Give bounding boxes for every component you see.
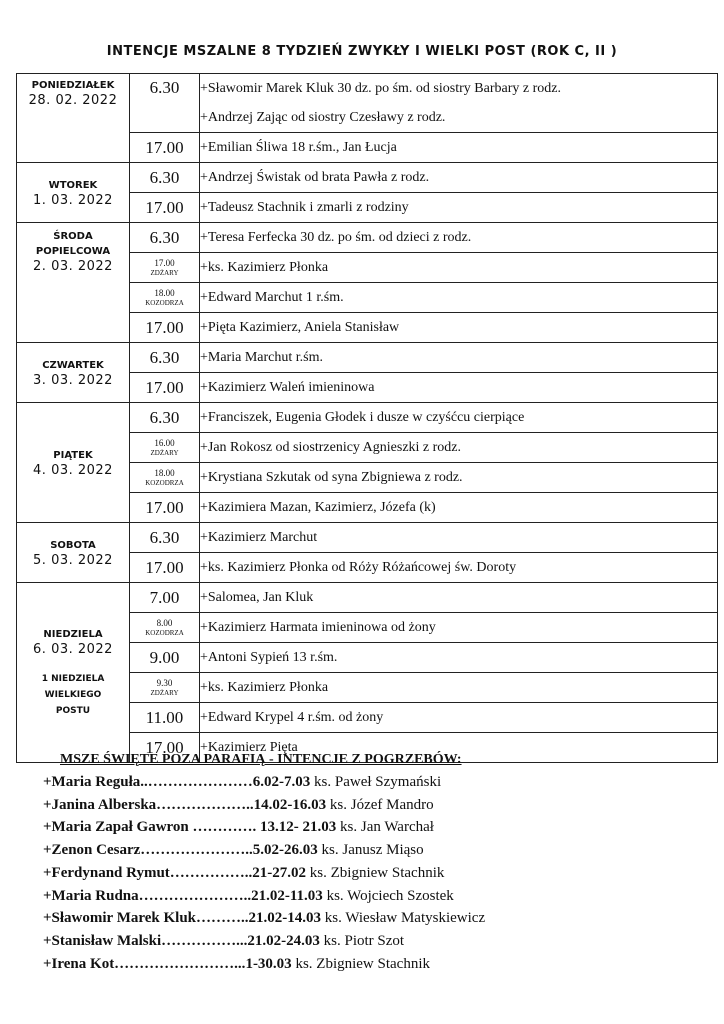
mass-time: 6.30: [130, 523, 200, 553]
mass-time: 6.30: [130, 74, 200, 133]
outside-item: [43, 771, 703, 794]
mass-location: ZDŻARY: [150, 268, 179, 277]
day-note-line: POSTU: [55, 705, 91, 716]
mass-time-value: 9.30: [156, 677, 173, 688]
mass-location: KOZODRZA: [145, 628, 184, 637]
mass-location: ZDŻARY: [150, 448, 179, 457]
intention-text: +Sławomir Marek Kluk 30 dz. po śm. od siostry Barbary z rodz.: [200, 81, 561, 96]
outside-heading: MSZE ŚWIĘTE POZA PARAFIĄ - INTENCJE Z POGRZEBÓW:: [60, 752, 462, 767]
day-date: 1. 03. 2022: [33, 192, 113, 208]
mass-time: [130, 283, 200, 313]
intention-text: +Kazimierz Harmata imieninowa od żony: [200, 613, 718, 643]
mass-location: ZDŻARY: [150, 688, 179, 697]
intention-text: +ks. Kazimierz Płonka: [200, 673, 718, 703]
mass-time: 17.00: [130, 313, 200, 343]
outside-name: +Janina Alberska………………..: [43, 796, 254, 813]
outside-name: +Maria Reguła..…………………: [43, 774, 253, 790]
outside-name: +Zenon Cesarz…………………..: [43, 842, 253, 859]
mass-time-value: 18.00: [154, 467, 175, 478]
day-name: PIĄTEK: [53, 449, 93, 461]
intention-text: +Krystiana Szkutak od syna Zbigniewa z rodz.: [200, 463, 718, 493]
outside-name: +Ferdynand Rymut……………..: [43, 864, 253, 881]
mass-time: 17.00: [130, 553, 200, 583]
intention-cell: [200, 74, 718, 133]
mass-time: 7.00: [130, 583, 200, 613]
day-note-line: WIELKIEGO: [44, 689, 102, 700]
outside-priest: ks. Zbigniew Stachnik: [306, 864, 445, 881]
mass-time: 9.00: [130, 643, 200, 673]
intention-text: +Edward Krypel 4 r.śm. od żony: [200, 703, 718, 733]
intention-text: +Kazimierz Marchut: [200, 523, 718, 553]
day-name: ŚRODA: [53, 231, 93, 242]
intention-text: +Salomea, Jan Kluk: [200, 583, 718, 613]
intention-text: +Tadeusz Stachnik i zmarli z rodziny: [200, 193, 718, 223]
mass-time: 11.00: [130, 703, 200, 733]
outside-priest: ks. Zbigniew Stachnik: [291, 955, 431, 972]
outside-priest: ks. Paweł Szymański: [310, 774, 442, 790]
intention-text: +Kazimierz Pięta: [200, 733, 718, 763]
day-date: 6. 03. 2022: [33, 641, 113, 657]
mass-time: 6.30: [130, 403, 200, 433]
mass-time: 17.00: [130, 133, 200, 163]
day-cell: [17, 223, 130, 343]
intention-text: +ks. Kazimierz Płonka: [200, 253, 718, 283]
mass-time: 6.30: [130, 163, 200, 193]
day-name: NIEDZIELA: [43, 628, 103, 640]
outside-name: +Maria Rudna…………………..: [43, 887, 252, 904]
outside-dates: 6.02-7.03: [252, 774, 311, 790]
intention-text: +Emilian Śliwa 18 r.śm., Jan Łucja: [200, 133, 718, 163]
mass-time: 6.30: [130, 343, 200, 373]
day-cell: [17, 343, 130, 403]
day-name: CZWARTEK: [42, 359, 104, 371]
day-note-line: 1 NIEDZIELA: [41, 673, 105, 684]
intention-text: +Pięta Kazimierz, Aniela Stanisław: [200, 313, 718, 343]
outside-item: [43, 794, 703, 817]
mass-location: KOZODRZA: [145, 298, 184, 307]
mass-time: [130, 613, 200, 643]
outside-dates: 21-27.02: [252, 864, 307, 881]
day-cell: [17, 583, 130, 763]
day-name: PONIEDZIAŁEK: [31, 80, 115, 91]
mass-time: 6.30: [130, 223, 200, 253]
day-date: 3. 03. 2022: [33, 372, 113, 388]
day-name: WTOREK: [48, 179, 98, 191]
day-name-2: POPIELCOWA: [35, 246, 111, 257]
intention-text: +Maria Marchut r.śm.: [200, 343, 718, 373]
intention-text: +Edward Marchut 1 r.śm.: [200, 283, 718, 313]
intention-text: +Kazimiera Mazan, Kazimierz, Józefa (k): [200, 493, 718, 523]
mass-time: [130, 673, 200, 703]
day-cell: [17, 163, 130, 223]
mass-time-value: 8.00: [156, 617, 173, 628]
outside-item: [43, 885, 703, 908]
day-note: [17, 671, 129, 719]
outside-priest: ks. Piotr Szot: [319, 932, 405, 949]
day-cell: [17, 403, 130, 523]
outside-item: [43, 907, 703, 930]
outside-name: +Maria Zapał Gawron ………….: [43, 819, 257, 836]
outside-masses: [43, 752, 703, 975]
mass-time: 17.00: [130, 733, 200, 763]
outside-priest: ks. Józef Mandro: [326, 796, 434, 813]
intentions-table: [16, 73, 718, 763]
day-cell: [17, 523, 130, 583]
mass-time: 17.00: [130, 193, 200, 223]
outside-priest: ks. Wojciech Szostek: [322, 887, 454, 904]
intention-text: +Teresa Ferfecka 30 dz. po śm. od dzieci z rodz.: [200, 223, 718, 253]
day-cell: [17, 74, 130, 163]
mass-time: [130, 253, 200, 283]
day-date: 2. 03. 2022: [33, 259, 113, 274]
outside-dates: 21.02-11.03: [251, 887, 323, 904]
intention-text: +Jan Rokosz od siostrzenicy Agnieszki z rodz.: [200, 433, 718, 463]
intention-text: +Antoni Sypień 13 r.śm.: [200, 643, 718, 673]
mass-location: KOZODRZA: [145, 478, 184, 487]
mass-time: 17.00: [130, 493, 200, 523]
intention-text: +Andrzej Świstak od brata Pawła z rodz.: [200, 163, 718, 193]
outside-dates: 1-30.03: [245, 955, 292, 972]
day-date: 5. 03. 2022: [33, 552, 113, 568]
outside-item: [43, 930, 703, 953]
outside-dates: 13.12- 21.03: [256, 819, 337, 836]
mass-time-value: 18.00: [154, 287, 175, 298]
outside-item: [43, 862, 703, 885]
outside-priest: ks. Jan Warchał: [336, 819, 434, 836]
outside-item: [43, 839, 703, 862]
outside-name: +Sławomir Marek Kluk………..: [43, 910, 249, 927]
outside-priest: ks. Wiesław Matyskiewicz: [321, 910, 486, 927]
mass-time: [130, 463, 200, 493]
mass-time-value: 16.00: [154, 437, 175, 448]
mass-time-value: 17.00: [154, 257, 175, 268]
day-date: 4. 03. 2022: [33, 462, 113, 478]
day-date: 28. 02. 2022: [28, 93, 118, 108]
outside-name: +Stanisław Malski……………...: [43, 932, 248, 949]
outside-item: [43, 953, 703, 976]
page-title: INTENCJE MSZALNE 8 TYDZIEŃ ZWYKŁY I WIELKI POST (ROK C, II ): [106, 44, 618, 59]
intention-text: +ks. Kazimierz Płonka od Róży Różańcowej św. Doroty: [200, 553, 718, 583]
outside-dates: 14.02-16.03: [253, 796, 327, 813]
outside-priest: ks. Janusz Miąso: [317, 842, 424, 859]
intention-text: +Kazimierz Waleń imieninowa: [200, 373, 718, 403]
outside-item: [43, 816, 703, 839]
mass-time: 17.00: [130, 373, 200, 403]
outside-dates: 21.02-24.03: [247, 932, 320, 949]
outside-name: +Irena Kot……………………...: [43, 955, 246, 972]
mass-time: [130, 433, 200, 463]
intention-text: +Franciszek, Eugenia Głodek i dusze w czyśćcu cierpiące: [200, 403, 718, 433]
intention-text: +Andrzej Zając od siostry Czesławy z rodz.: [200, 110, 446, 125]
day-name: SOBOTA: [50, 539, 96, 551]
outside-dates: 5.02-26.03: [252, 842, 318, 859]
outside-dates: 21.02-14.03: [248, 910, 322, 927]
